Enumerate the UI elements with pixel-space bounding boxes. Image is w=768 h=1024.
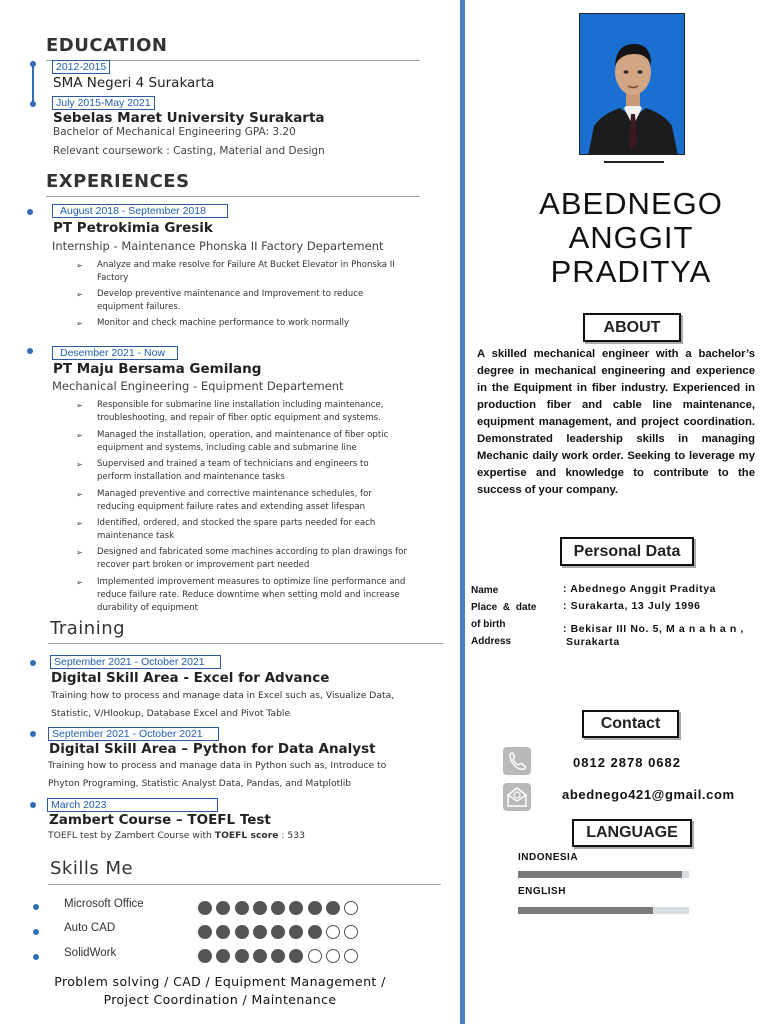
education-date: 2012-2015: [52, 60, 110, 74]
training-desc: Statistic, V/Hlookup, Database Excel and Pivot Table: [51, 708, 291, 719]
job-bullet: ➢ Monitor and check machine performance to work normally: [76, 318, 350, 328]
training-desc: Training how to process and manage data in Python such as, Introduce to: [48, 760, 387, 771]
profile-name: ABEDNEGO ANGGIT PRADITYA: [539, 186, 723, 289]
rating-dot-filled: [253, 901, 267, 915]
training-title: Training: [50, 618, 126, 639]
rating-dot-filled: [198, 901, 212, 915]
skill-name: Auto CAD: [64, 922, 116, 934]
degree: Bachelor of Mechanical Engineering GPA: 3.20: [53, 126, 296, 138]
language-bar-fill: [518, 871, 682, 878]
profile-photo: [579, 13, 685, 155]
language-bar: [518, 907, 689, 914]
contact-phone: 0812 2878 0682: [573, 755, 681, 770]
school-name: SMA Negeri 4 Surakarta: [53, 75, 215, 91]
contact-email: abednego421@gmail.com: [562, 787, 735, 802]
skill-rating: [198, 897, 363, 916]
profile-photo-drawing: [580, 14, 685, 155]
rating-dot-filled: [271, 949, 285, 963]
training-date: September 2021 - October 2021: [50, 655, 221, 669]
rating-dot-filled: [198, 925, 212, 939]
job-bullet: ➢ Analyze and make resolve for Failure At Bucket Elevator in Phonska II Factory: [76, 260, 395, 283]
training-rule: [48, 643, 443, 644]
personal-label-birth2: of birth: [471, 619, 506, 630]
rating-dot-filled: [326, 901, 340, 915]
rating-dot-filled: [308, 901, 322, 915]
rating-dot-empty: [344, 901, 358, 915]
rating-dot-empty: [326, 949, 340, 963]
personal-data-title: Personal Data: [560, 537, 694, 566]
personal-label-name: Name: [471, 585, 499, 596]
about-text: A skilled mechanical engineer with a bachelor’s degree in mechanical engineering and experience in the Equipment in fiber industry. Experienced in production fiber and cable line maintenance, equipment management, and project coordination. Demonstrated leadership skills in managing Mechanic daily work order. Seeking to leverage my expertise and knowledge to contribute to the success of your company.: [477, 348, 755, 496]
rating-dot-filled: [289, 925, 303, 939]
training-name: Digital Skill Area – Python for Data Analyst: [49, 741, 376, 757]
personal-value-address: : Bekisar III No. 5, M a n a h a n ,: [563, 623, 744, 635]
skill-name: SolidWork: [64, 947, 117, 959]
skill-dot: [33, 954, 39, 960]
timeline-dot: [27, 209, 33, 215]
rating-dot-empty: [308, 949, 322, 963]
job-role: Mechanical Engineering - Equipment Departement: [52, 379, 344, 393]
education-title: EDUCATION: [46, 35, 168, 56]
rating-dot-filled: [216, 901, 230, 915]
rating-dot-filled: [289, 901, 303, 915]
job-bullet: ➢ Identified, ordered, and stocked the spare parts needed for each maintenance task: [76, 518, 376, 541]
job-bullet: ➢ Supervised and trained a team of technicians and engineers to perform installation and maintenance tasks: [76, 459, 369, 482]
job-bullet: ➢ Managed the installation, operation, and maintenance of fiber optic equipment and systems, including cable and submarine line: [76, 430, 389, 453]
job-bullet: ➢ Develop preventive maintenance and Improvement to reduce equipment failures.: [76, 289, 364, 312]
timeline-dot: [27, 348, 33, 354]
column-divider: [460, 0, 465, 1024]
job-date: August 2018 - September 2018: [52, 204, 228, 218]
training-desc: Training how to process and manage data in Excel such as, Visualize Data,: [51, 690, 395, 701]
coursework: Relevant coursework : Casting, Material and Design: [53, 145, 325, 157]
language-name: INDONESIA: [518, 852, 579, 863]
timeline-line: [32, 66, 34, 102]
rating-dot-filled: [253, 949, 267, 963]
rating-dot-empty: [326, 925, 340, 939]
rating-dot-filled: [235, 901, 249, 915]
skill-dot: [33, 929, 39, 935]
email-icon: [503, 783, 531, 811]
rating-dot-filled: [289, 949, 303, 963]
timeline-dot: [30, 802, 36, 808]
job-date: Desember 2021 - Now: [52, 346, 178, 360]
job-bullet: ➢ Responsible for submarine line installation including maintenance, troubleshooting, and repair of fiber optic equipment and systems.: [76, 400, 384, 423]
rating-dot-filled: [198, 949, 212, 963]
personal-value-address2: Surakarta: [566, 636, 620, 648]
job-bullet: ➢ Managed preventive and corrective maintenance schedules, for reducing equipment failure rates and extending asset lifespan: [76, 489, 372, 512]
job-role: Internship - Maintenance Phonska II Factory Departement: [52, 239, 384, 253]
skill-dot: [33, 904, 39, 910]
rating-dot-empty: [344, 949, 358, 963]
training-name: Digital Skill Area - Excel for Advance: [51, 670, 330, 686]
timeline-dot: [30, 660, 36, 666]
skills-title: Skills Me: [50, 858, 134, 879]
company-name: PT Maju Bersama Gemilang: [53, 361, 262, 377]
photo-underline: [604, 161, 664, 163]
phone-icon: [503, 747, 531, 775]
contact-title: Contact: [582, 710, 679, 738]
language-bar: [518, 871, 689, 878]
skill-rating: [198, 945, 363, 964]
rating-dot-filled: [271, 925, 285, 939]
experiences-title: EXPERIENCES: [46, 171, 190, 192]
skill-name: Microsoft Office: [64, 898, 144, 910]
training-date: March 2023: [47, 798, 218, 812]
education-date: July 2015-May 2021: [52, 96, 155, 110]
job-bullet: ➢ Designed and fabricated some machines according to plan drawings for recover part broken or improvement part needed: [76, 547, 407, 570]
personal-label-birth: Place & date: [471, 602, 537, 613]
rating-dot-filled: [216, 925, 230, 939]
company-name: PT Petrokimia Gresik: [53, 220, 213, 236]
training-date: September 2021 - October 2021: [48, 727, 219, 741]
rating-dot-filled: [235, 949, 249, 963]
language-name: ENGLISH: [518, 886, 566, 897]
university-name: Sebelas Maret University Surakarta: [53, 110, 325, 126]
language-title: LANGUAGE: [572, 819, 692, 847]
rating-dot-empty: [344, 925, 358, 939]
training-desc: TOEFL test by Zambert Course with TOEFL score : 533: [48, 830, 305, 841]
skill-rating: [198, 921, 363, 940]
training-desc: Phyton Programing, Statistic Analyst Data, Pandas, and Matplotlib: [48, 778, 352, 789]
skills-summary: Problem solving / CAD / Equipment Management / Project Coordination / Maintenance: [54, 974, 386, 1007]
experiences-rule: [46, 196, 420, 197]
personal-value-name: : Abednego Anggit Praditya: [563, 583, 717, 595]
rating-dot-filled: [308, 925, 322, 939]
personal-value-birth: : Surakarta, 13 July 1996: [563, 600, 701, 612]
personal-label-address: Address: [471, 636, 512, 647]
language-bar-fill: [518, 907, 653, 914]
timeline-dot: [30, 731, 36, 737]
rating-dot-filled: [271, 901, 285, 915]
skills-rule: [48, 884, 441, 885]
training-name: Zambert Course – TOEFL Test: [49, 812, 271, 828]
about-title: ABOUT: [583, 313, 681, 342]
rating-dot-filled: [216, 949, 230, 963]
job-bullet: ➢ Implemented improvement measures to optimize line performance and reduce failure rate. Reduce downtime when setting mold and increase durability of equipment: [76, 577, 406, 613]
timeline-dot: [30, 101, 36, 107]
rating-dot-filled: [253, 925, 267, 939]
rating-dot-filled: [235, 925, 249, 939]
